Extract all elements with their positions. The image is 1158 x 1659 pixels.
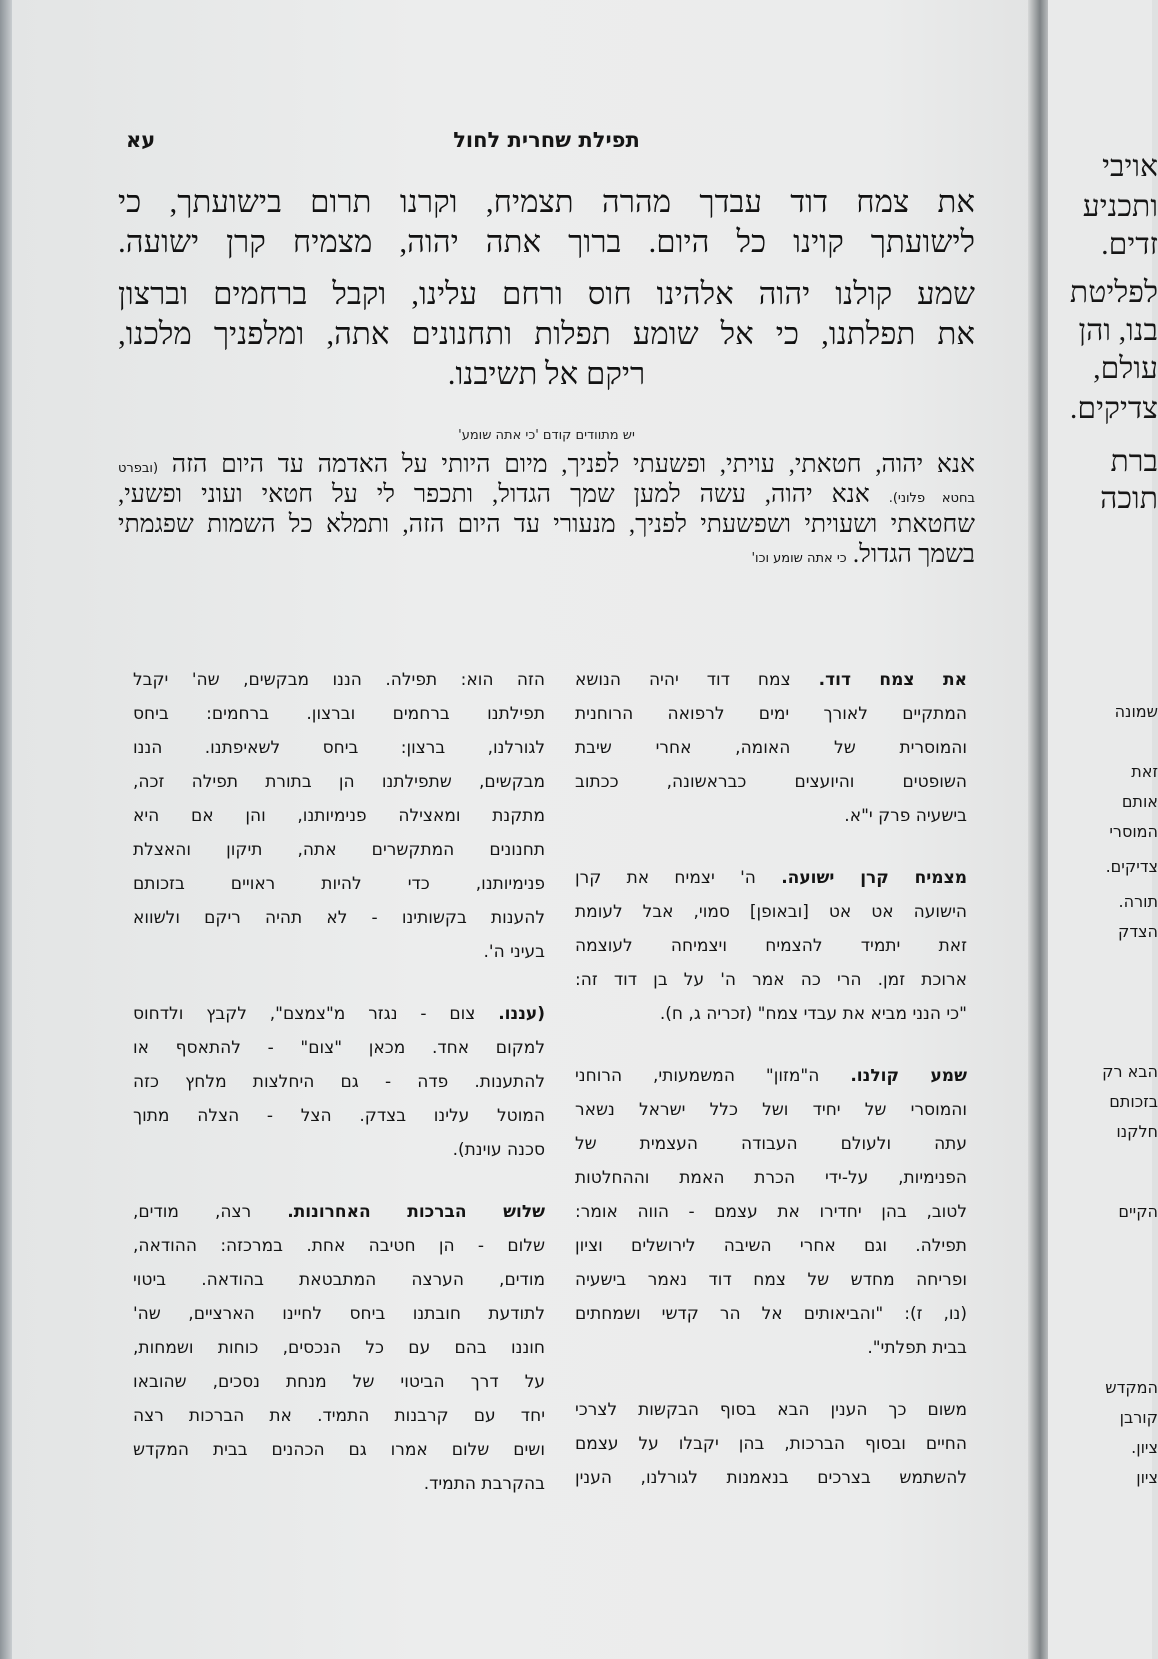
commentary-paragraph (133, 997, 545, 1167)
commentary-heading: את צמח דוד. (818, 670, 968, 690)
commentary-line: המוטל עלינו בצדק. הצל - הצלה מתוך (133, 1106, 545, 1126)
commentary-paragraph (575, 663, 967, 833)
next-page-prayer-fragment: עולם, (1093, 352, 1158, 385)
commentary-text: צמח דוד יהיה הנושא (575, 670, 791, 690)
next-page-commentary-fragment: הצדק (1117, 922, 1158, 941)
confession-small-note: כי אתה שומע וכו' (751, 551, 847, 566)
commentary-text: ה"מזון" המשמעותי, הרוחני (575, 1066, 820, 1086)
commentary-line (133, 997, 545, 1031)
next-page-commentary-fragment: המקדש (1105, 1378, 1158, 1397)
commentary-line: תפילתנו ברחמים וברצון. ברחמים: ביחס (133, 704, 545, 724)
confession-small-note: (ובפרט (118, 461, 159, 476)
commentary-column-left (133, 663, 545, 1529)
commentary-line: לגורלנו, ברצון: ביחס לשאיפתנו. הננו (133, 738, 545, 758)
commentary-heading: שמע קולנו. (850, 1066, 967, 1086)
next-page-commentary-fragment: ציון (1136, 1468, 1158, 1487)
next-page-prayer-fragment: לפליטת (1069, 276, 1158, 309)
prayer-line: את צמח דוד עבדך מהרה תצמיח, וקרנו תרום בישועתך, כי (118, 184, 975, 219)
next-page-prayer-fragment: בנו, והן (1078, 314, 1158, 347)
commentary-line: בעיני ה'. (483, 942, 545, 962)
next-page-commentary-fragment: ציון. (1131, 1438, 1158, 1457)
commentary-line: בישעיה פרק י"א. (844, 806, 967, 826)
commentary-text: ה' יצמיח את קרן (575, 868, 756, 888)
commentary-line: "כי הנני מביא את עבדי צמח" (זכריה ג, ח). (659, 1004, 967, 1024)
confession-text-part: בשמך הגדול. (852, 541, 975, 568)
commentary-line: והמוסרית של האומה, אחרי שיבת (575, 738, 967, 758)
commentary-line: ופריחה מחדש של צמח דוד נאמר בישעיה (575, 1270, 967, 1290)
commentary-text: צום - נגזר מ"צמצם", לקבץ ולדחוס (133, 1004, 476, 1024)
next-page-prayer-fragment: תוכה (1100, 482, 1158, 515)
next-page-prayer-fragment: ותכניע (1082, 190, 1158, 223)
commentary-line: להענות בקשותינו - לא תהיה ריקם ולשווא (133, 908, 545, 928)
commentary-paragraph (575, 1393, 967, 1495)
commentary-line (133, 1195, 545, 1229)
commentary-line: הפנימיות, על-ידי הכרת האמת וההחלטות (575, 1168, 967, 1188)
commentary-line: תחנונים המתקשרים אתה, תיקון והאצלת (133, 840, 545, 860)
confession-text (118, 450, 975, 570)
prayer-line: ריקם אל תשיבנו. (447, 356, 646, 391)
commentary-line: לתודעת חובתנו ביחס לחיינו הארציים, שה' (133, 1304, 545, 1324)
commentary-line: להתענות. פדה - גם היחלצות מלחץ כזה (133, 1072, 545, 1092)
commentary-paragraph (133, 1195, 545, 1501)
commentary-line: המתקיים לאורך ימים לרפואה הרוחנית (575, 704, 967, 724)
commentary-line: (נו, ז): "והביאותים אל הר קדשי ושמחתים (575, 1304, 967, 1324)
commentary-heading: (עננו. (498, 1004, 545, 1024)
next-page-commentary-fragment: שמונה (1114, 702, 1158, 721)
next-page-edge (1048, 0, 1158, 1659)
confession-line (118, 480, 975, 510)
commentary-paragraph (575, 1059, 967, 1365)
commentary-heading: מצמיח קרן ישועה. (781, 868, 967, 888)
commentary-line: ושים שלום אמרו גם הכהנים בבית המקדש (133, 1440, 545, 1460)
commentary-line (575, 861, 967, 895)
confession-small-note: בחטא פלוני). (888, 491, 975, 506)
commentary-line: שלום - הן חטיבה אחת. במרכזה: ההודאה, (133, 1236, 545, 1256)
commentary-line: חוננו בהם עם כל הנכסים, כוחות ושמחות, (133, 1338, 545, 1358)
confession-instruction: יש מתוודים קודם 'כי אתה שומע' (458, 428, 635, 443)
next-page-commentary-fragment: אותם (1121, 792, 1158, 811)
commentary-line: על דרך הביטוי של מנחת נסכים, שהובאו (133, 1372, 545, 1392)
commentary-line: השופטים והיועצים כבראשונה, ככתוב (575, 772, 967, 792)
next-page-commentary-fragment: זאת (1131, 762, 1158, 781)
next-page-prayer-fragment: צדיקים. (1069, 392, 1158, 425)
commentary-line: פנימיותנו, כדי להיות ראויים בזכותם (133, 874, 545, 894)
commentary-line: סכנה עוינת). (452, 1140, 545, 1160)
next-page-commentary-fragment: בזכותם (1109, 1092, 1158, 1111)
confession-line (118, 450, 975, 480)
page-number: עא (126, 128, 156, 152)
next-page-commentary-fragment: המוסרי (1109, 822, 1158, 841)
prayer-text (118, 182, 975, 394)
next-page-prayer-fragment: זדים. (1101, 228, 1158, 261)
next-page-commentary-fragment: הקיים (1118, 1202, 1158, 1221)
commentary-line: לטוב, בהן יחדירו את עצמם - הווה אומר: (575, 1202, 967, 1222)
commentary-column-right (575, 663, 967, 1523)
commentary-line: מודים, הערצה המתבטאת בהודאה. ביטוי (133, 1270, 545, 1290)
confession-text-part: אנא יהוה, עשה למען שמך הגדול, ותכפר לי על חטאי ועוני ופשעי, (118, 481, 870, 508)
prayer-line: את תפלתנו, כי אל שומע תפלות ותחנונים אתה, ומלפניך מלכנו, (118, 316, 975, 351)
commentary-paragraph (575, 861, 967, 1031)
commentary-paragraph (133, 663, 545, 969)
commentary-line: מתקנת ומאצילה פנימיותנו, והן אם היא (133, 806, 545, 826)
commentary-line: תפילה. וגם אחרי השיבה לירושלים וציון (575, 1236, 967, 1256)
commentary-line: למקום אחד. מכאן "צום" - להתאסף או (133, 1038, 545, 1058)
commentary-line (575, 663, 967, 697)
book-gutter (1028, 0, 1048, 1659)
book-spine-edge (0, 0, 12, 1659)
commentary-line: החיים ובסוף הברכות, בהן יקבלו על עצמם (575, 1434, 967, 1454)
commentary-line: יחד עם קרבנות התמיד. את הברכות רצה (133, 1406, 545, 1426)
commentary-line: מבקשים, שתפילתנו הן בתורת תפילה זכה, (133, 772, 545, 792)
commentary-line: הזה הוא: תפילה. הננו מבקשים, שה' יקבל (133, 670, 545, 690)
page-title: תפילת שחרית לחול (453, 128, 640, 152)
next-page-prayer-fragment: ברת (1110, 445, 1158, 478)
next-page-commentary-fragment: קורבן (1119, 1408, 1158, 1427)
prayer-line: שמע קולנו יהוה אלהינו חוס ורחם עלינו, וקבל ברחמים וברצון (118, 276, 975, 311)
next-page-commentary-fragment: חלקנו (1116, 1122, 1158, 1141)
running-header (118, 128, 975, 160)
confession-line: שחטאתי ושעויתי ושפשעתי לפניך, מנעורי עד היום הזה, ותמלא כל השמות שפגמתי (118, 511, 975, 538)
next-page-commentary-fragment: הבא רק (1102, 1062, 1158, 1081)
next-page-commentary-fragment: תורה. (1118, 892, 1158, 911)
commentary-line: עתה ולעולם העבודה העצמית של (575, 1134, 967, 1154)
commentary-line: להשתמש בצרכים בנאמנות לגורלנו, הענין (575, 1468, 967, 1488)
confession-line (118, 540, 975, 570)
confession-text-part: אנא יהוה, חטאתי, עויתי, ופשעתי לפניך, מיום היותי על האדמה עד היום הזה (171, 451, 976, 478)
next-page-commentary-fragment: צדיקים. (1105, 857, 1158, 876)
commentary-line: בבית תפלתי". (867, 1338, 967, 1358)
commentary-line: ארוכת זמן. הרי כה אמר ה' על בן דוד זה: (575, 970, 967, 990)
commentary-line: הישועה אט אט [ובאופן] סמוי, אבל לעומת (575, 902, 967, 922)
commentary-line (575, 1059, 967, 1093)
commentary-text: רצה, מודים, (133, 1202, 252, 1222)
commentary-heading: שלוש הברכות האחרונות. (287, 1202, 546, 1222)
commentary-line: בהקרבת התמיד. (423, 1474, 545, 1494)
next-page-prayer-fragment: אויבי (1102, 150, 1158, 183)
commentary-line: והמוסרי של יחיד ושל כלל ישראל נשאר (575, 1100, 967, 1120)
commentary-line: זאת יתמיד להצמיח ויצמיחה לעוצמה (575, 936, 967, 956)
prayer-line: לישועתך קוינו כל היום. ברוך אתה יהוה, מצמיח קרן ישועה. (118, 224, 975, 259)
commentary-line: משום כך הענין הבא בסוף הבקשות לצרכי (575, 1400, 967, 1420)
